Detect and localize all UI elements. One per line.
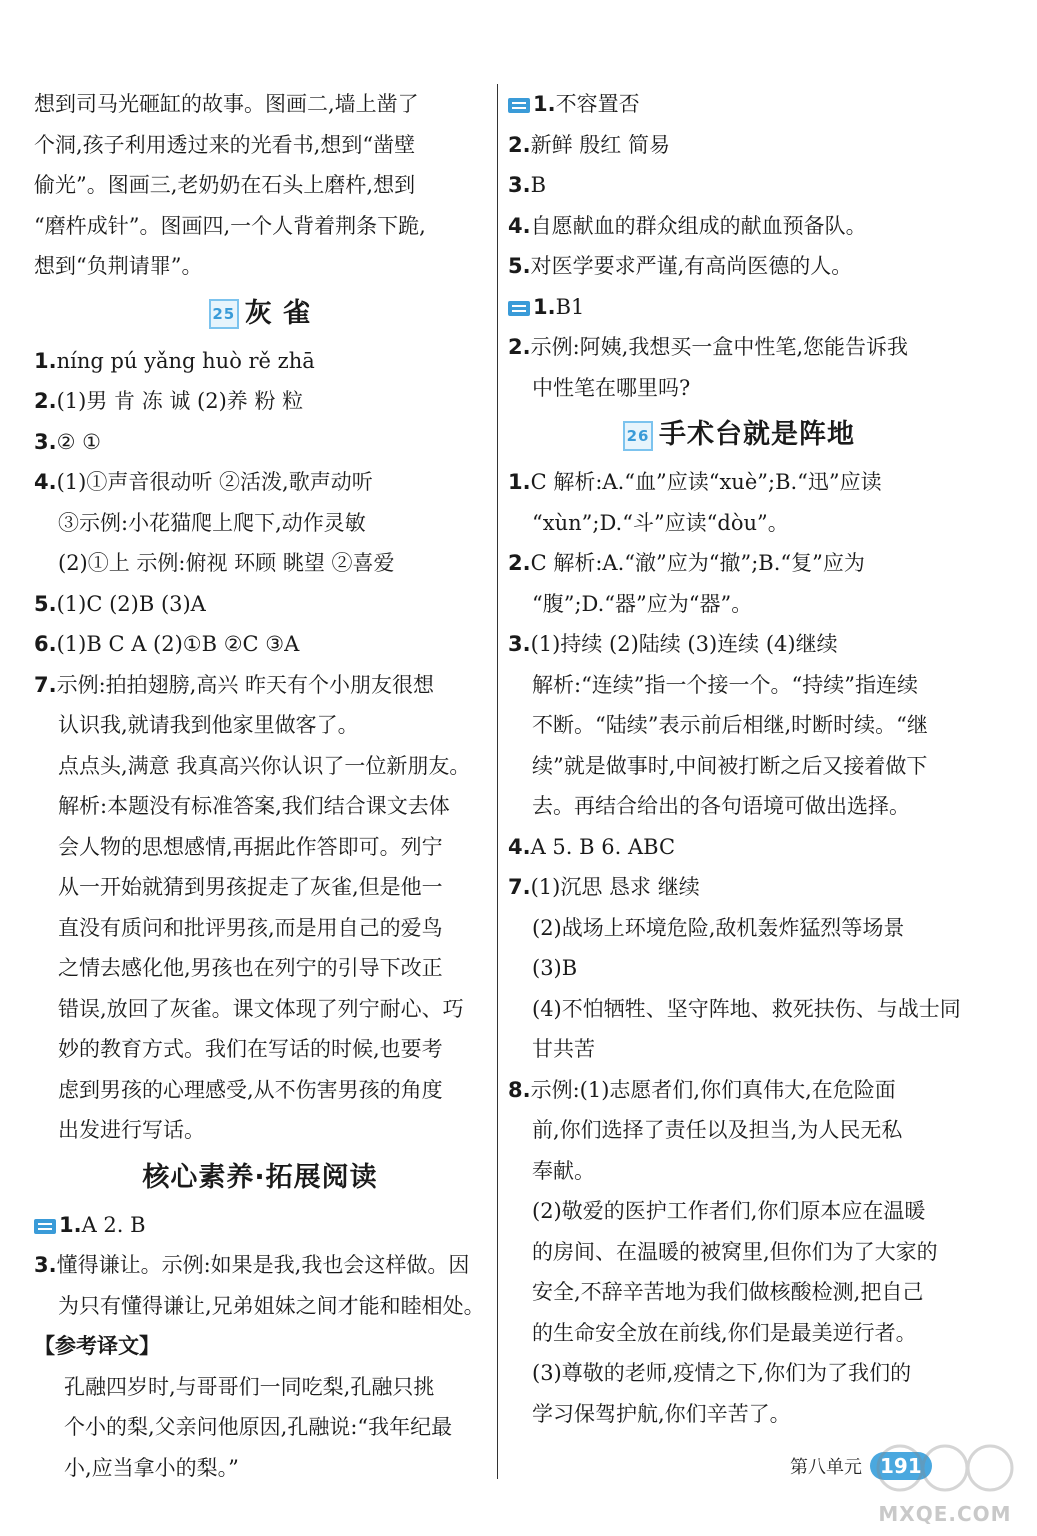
answer-line <box>508 206 970 247</box>
question-number: 2. <box>508 335 531 359</box>
answer-text: 示例:拍拍翅膀,高兴 昨天有个小朋友很想 <box>56 672 435 697</box>
answer-line <box>508 1313 970 1354</box>
question-number: 8. <box>508 1077 531 1102</box>
answer-line <box>34 381 486 422</box>
core-section-heading: 核心素养·拓展阅读 <box>142 1161 378 1193</box>
question-number: 4. <box>34 470 57 494</box>
question-number: 5. <box>508 254 531 278</box>
answer-text: 新鲜 殷红 简易 <box>530 132 670 157</box>
answer-text: C 解析:A.“澈”应为“撤”;B.“复”应为 <box>530 551 865 575</box>
answer-line <box>34 786 486 827</box>
answer-line <box>508 624 970 665</box>
question-number: 7. <box>508 875 531 899</box>
text-line: 想到司马光砸缸的故事。图画二,墙上凿了 <box>34 92 419 116</box>
answer-line <box>508 827 970 868</box>
answer-text: 从一开始就猜到男孩捉走了灰雀,但是他一 <box>58 875 443 899</box>
answer-line <box>34 989 486 1030</box>
text-line: “磨杵成针”。图画四,一个人背着荆条下跪, <box>34 213 426 238</box>
answer-line <box>34 665 486 706</box>
answer-text: níng pú yǎng huò rě zhā <box>56 348 315 373</box>
answer-text: (4)不怕牺牲、坚守阵地、救死扶伤、与战士同 <box>532 996 961 1021</box>
answer-text: 甘共苦 <box>532 1037 595 1061</box>
lesson-25-answers <box>34 341 486 1151</box>
answer-line <box>34 422 486 463</box>
question-number: 3. <box>34 429 57 454</box>
answer-text: 续”就是做事时,中间被打断之后又接着做下 <box>532 753 928 778</box>
unit-label: 第八单元 <box>790 1457 862 1478</box>
text-line: 个洞,孩子利用透过来的光看书,想到“凿壁 <box>34 132 416 157</box>
question-number: 2. <box>508 132 531 157</box>
answer-text: (1)男 肯 冻 诚 (2)养 粉 粒 <box>56 389 304 413</box>
column-divider <box>497 84 498 1479</box>
text-line: 小,应当拿小的梨。” <box>64 1455 239 1480</box>
answer-text: (1)C (2)B (3)A <box>56 591 206 616</box>
answer-text: 懂得谦让。示例:如果是我,我也会这样做。因 <box>56 1253 470 1277</box>
question-number: 1. <box>533 294 556 319</box>
answer-text: 学习保驾护航,你们辛苦了。 <box>532 1401 791 1426</box>
answer-line <box>34 543 486 584</box>
answer-line <box>508 1353 970 1394</box>
question-number: 1. <box>59 1212 82 1237</box>
answer-line <box>34 908 486 949</box>
text-line: 个小的梨,父亲问他原因,孔融说:“我年纪最 <box>64 1415 453 1439</box>
answer-text: (2)战场上环境危险,敌机轰炸猛烈等场景 <box>532 915 905 940</box>
answer-line <box>508 165 970 206</box>
answer-line <box>34 948 486 989</box>
answer-text: ② ① <box>56 429 101 454</box>
question-number: 5. <box>34 591 57 616</box>
answer-text: A 5. B 6. ABC <box>530 834 676 859</box>
answer-line <box>508 503 970 544</box>
answer-text: 示例:阿姨,我想买一盒中性笔,您能告诉我 <box>530 335 909 359</box>
answer-text: 对医学要求严谨,有高尚医德的人。 <box>530 254 853 278</box>
answer-text: 虑到男孩的心理感受,从不伤害男孩的角度 <box>58 1077 443 1102</box>
answer-text: 解析:本题没有标准答案,我们结合课文去体 <box>58 794 450 818</box>
answer-line <box>34 1070 486 1111</box>
answer-line <box>508 287 970 328</box>
answer-line <box>34 624 486 665</box>
question-number: 1. <box>34 348 57 373</box>
answer-line <box>34 1286 486 1327</box>
answer-text: B1 <box>555 294 585 319</box>
answer-text: (3)尊敬的老师,疫情之下,你们为了我们的 <box>532 1361 912 1385</box>
intro-paragraph <box>34 84 486 287</box>
answer-text: 奉献。 <box>532 1158 595 1183</box>
section-list-icon <box>508 98 530 113</box>
answer-line <box>508 1110 970 1151</box>
answer-line <box>34 1029 486 1070</box>
answer-text: (1)B C A (2)①B ②C ③A <box>56 632 300 656</box>
answer-line <box>508 1029 970 1070</box>
answer-text: “腹”;D.“器”应为“器”。 <box>532 591 753 616</box>
question-number: 2. <box>508 551 531 575</box>
answer-line <box>34 1205 486 1246</box>
answer-text: 的房间、在温暖的被窝里,但你们为了大家的 <box>532 1239 938 1264</box>
answer-text: “xùn”;D.“斗”应读“dòu”。 <box>532 510 789 535</box>
page-number: 191 <box>870 1452 932 1480</box>
answer-text: ③示例:小花猫爬上爬下,动作灵敏 <box>58 510 366 535</box>
lesson-title: 手术台就是阵地 <box>659 419 855 450</box>
answer-line <box>508 543 970 584</box>
text-line: 想到“负荆请罪”。 <box>34 254 203 278</box>
answer-text: B <box>530 173 547 197</box>
answer-line <box>508 1272 970 1313</box>
question-number: 3. <box>508 632 531 656</box>
question-number: 2. <box>34 389 57 413</box>
answer-text: (2)敬爱的医护工作者们,你们原本应在温暖 <box>532 1199 926 1223</box>
answer-line <box>34 705 486 746</box>
lesson-26-answers <box>508 462 970 1434</box>
answer-text: 不容置否 <box>555 92 640 116</box>
answer-line <box>508 786 970 827</box>
answer-line <box>508 908 970 949</box>
answer-text: 示例:(1)志愿者们,你们真伟大,在危险面 <box>530 1077 896 1102</box>
answer-text: 错误,放回了灰雀。课文体现了列宁耐心、巧 <box>58 996 464 1021</box>
reference-translation <box>34 1367 486 1489</box>
answer-line <box>34 1245 486 1286</box>
answer-text: 去。再结合给出的各句语境可做出选择。 <box>532 794 910 818</box>
answer-line <box>508 989 970 1030</box>
answer-line <box>508 1151 970 1192</box>
answer-text: A 2. B <box>81 1212 146 1237</box>
answer-line <box>508 1070 970 1111</box>
question-number: 3. <box>34 1253 57 1277</box>
answer-text: 妙的教育方式。我们在写话的时候,也要考 <box>58 1037 443 1061</box>
core-answers <box>34 1205 486 1327</box>
answer-text: 出发进行写话。 <box>58 1118 205 1142</box>
answer-line <box>34 341 486 382</box>
question-number: 1. <box>508 470 531 494</box>
answer-text: 点点头,满意 我真高兴你认识了一位新朋友。 <box>58 753 471 778</box>
answer-line <box>34 584 486 625</box>
lesson-number-badge: 26 <box>623 421 653 451</box>
answer-line <box>508 84 970 125</box>
answer-text: (1)沉思 恳求 继续 <box>530 875 700 899</box>
answer-block-2 <box>508 287 970 409</box>
question-number: 7. <box>34 672 57 697</box>
answer-text: (3)B <box>532 956 578 980</box>
answer-text: (1)持续 (2)陆续 (3)连续 (4)继续 <box>530 632 838 656</box>
answer-line <box>508 584 970 625</box>
answer-line <box>34 827 486 868</box>
answer-line <box>508 746 970 787</box>
answer-line <box>34 867 486 908</box>
answer-line <box>508 948 970 989</box>
answer-line <box>508 462 970 503</box>
answer-line <box>508 867 970 908</box>
answer-line <box>34 462 486 503</box>
reference-translation-title: 【参考译文】 <box>34 1334 160 1358</box>
question-number: 4. <box>508 213 531 238</box>
right-column <box>508 84 970 1434</box>
answer-text: 之情去感化他,男孩也在列宁的引导下改正 <box>58 956 443 980</box>
answer-text: 自愿献血的群众组成的献血预备队。 <box>530 213 867 238</box>
answer-line <box>508 705 970 746</box>
lesson-26-heading <box>508 408 970 462</box>
answer-line <box>34 746 486 787</box>
text-line: 孔融四岁时,与哥哥们一同吃梨,孔融只挑 <box>64 1374 435 1399</box>
lesson-title: 灰 雀 <box>244 297 312 329</box>
answer-text: (1)①声音很动听 ②活泼,歌声动听 <box>56 470 373 494</box>
answer-block-1 <box>508 84 970 287</box>
answer-line <box>508 1394 970 1435</box>
answer-text: 前,你们选择了责任以及担当,为人民无私 <box>532 1118 903 1142</box>
answer-text: 认识我,就请我到他家里做客了。 <box>58 713 359 737</box>
answer-text: 直没有质问和批评男孩,而是用自己的爱鸟 <box>58 915 443 940</box>
watermark-logo <box>870 1440 1020 1530</box>
answer-text: 会人物的思想感情,再据此作答即可。列宁 <box>58 834 443 859</box>
answer-text: 的生命安全放在前线,你们是最美逆行者。 <box>532 1320 917 1345</box>
answer-text: 解析:“连续”指一个接一个。“持续”指连续 <box>532 672 919 697</box>
answer-line <box>34 1110 486 1151</box>
lesson-25-heading <box>34 287 486 341</box>
answer-text: C 解析:A.“血”应读“xuè”;B.“迅”应读 <box>530 470 882 494</box>
answer-line <box>508 368 970 409</box>
answer-line <box>508 125 970 166</box>
answer-line <box>508 246 970 287</box>
question-number: 6. <box>34 632 57 656</box>
answer-line <box>508 1232 970 1273</box>
section-list-icon <box>508 301 530 316</box>
answer-line <box>34 503 486 544</box>
section-list-icon <box>34 1219 56 1234</box>
answer-text: 不断。“陆续”表示前后相继,时断时续。“继 <box>532 713 928 737</box>
answer-line <box>508 1191 970 1232</box>
question-number: 1. <box>533 92 556 116</box>
answer-text: 为只有懂得谦让,兄弟姐妹之间才能和睦相处。 <box>58 1293 485 1318</box>
answer-text: 中性笔在哪里吗? <box>532 375 691 400</box>
question-number: 4. <box>508 834 531 859</box>
answer-line <box>508 665 970 706</box>
question-number: 3. <box>508 173 531 197</box>
answer-line <box>508 327 970 368</box>
answer-text: (2)①上 示例:俯视 环顾 眺望 ②喜爱 <box>58 551 395 575</box>
answer-text: 安全,不辞辛苦地为我们做核酸检测,把自己 <box>532 1280 924 1304</box>
left-column <box>34 84 486 1488</box>
lesson-number-badge: 25 <box>209 299 239 329</box>
text-line: 偷光”。图画三,老奶奶在石头上磨杵,想到 <box>34 173 416 197</box>
watermark-text: MXQE.COM <box>878 1502 1012 1526</box>
